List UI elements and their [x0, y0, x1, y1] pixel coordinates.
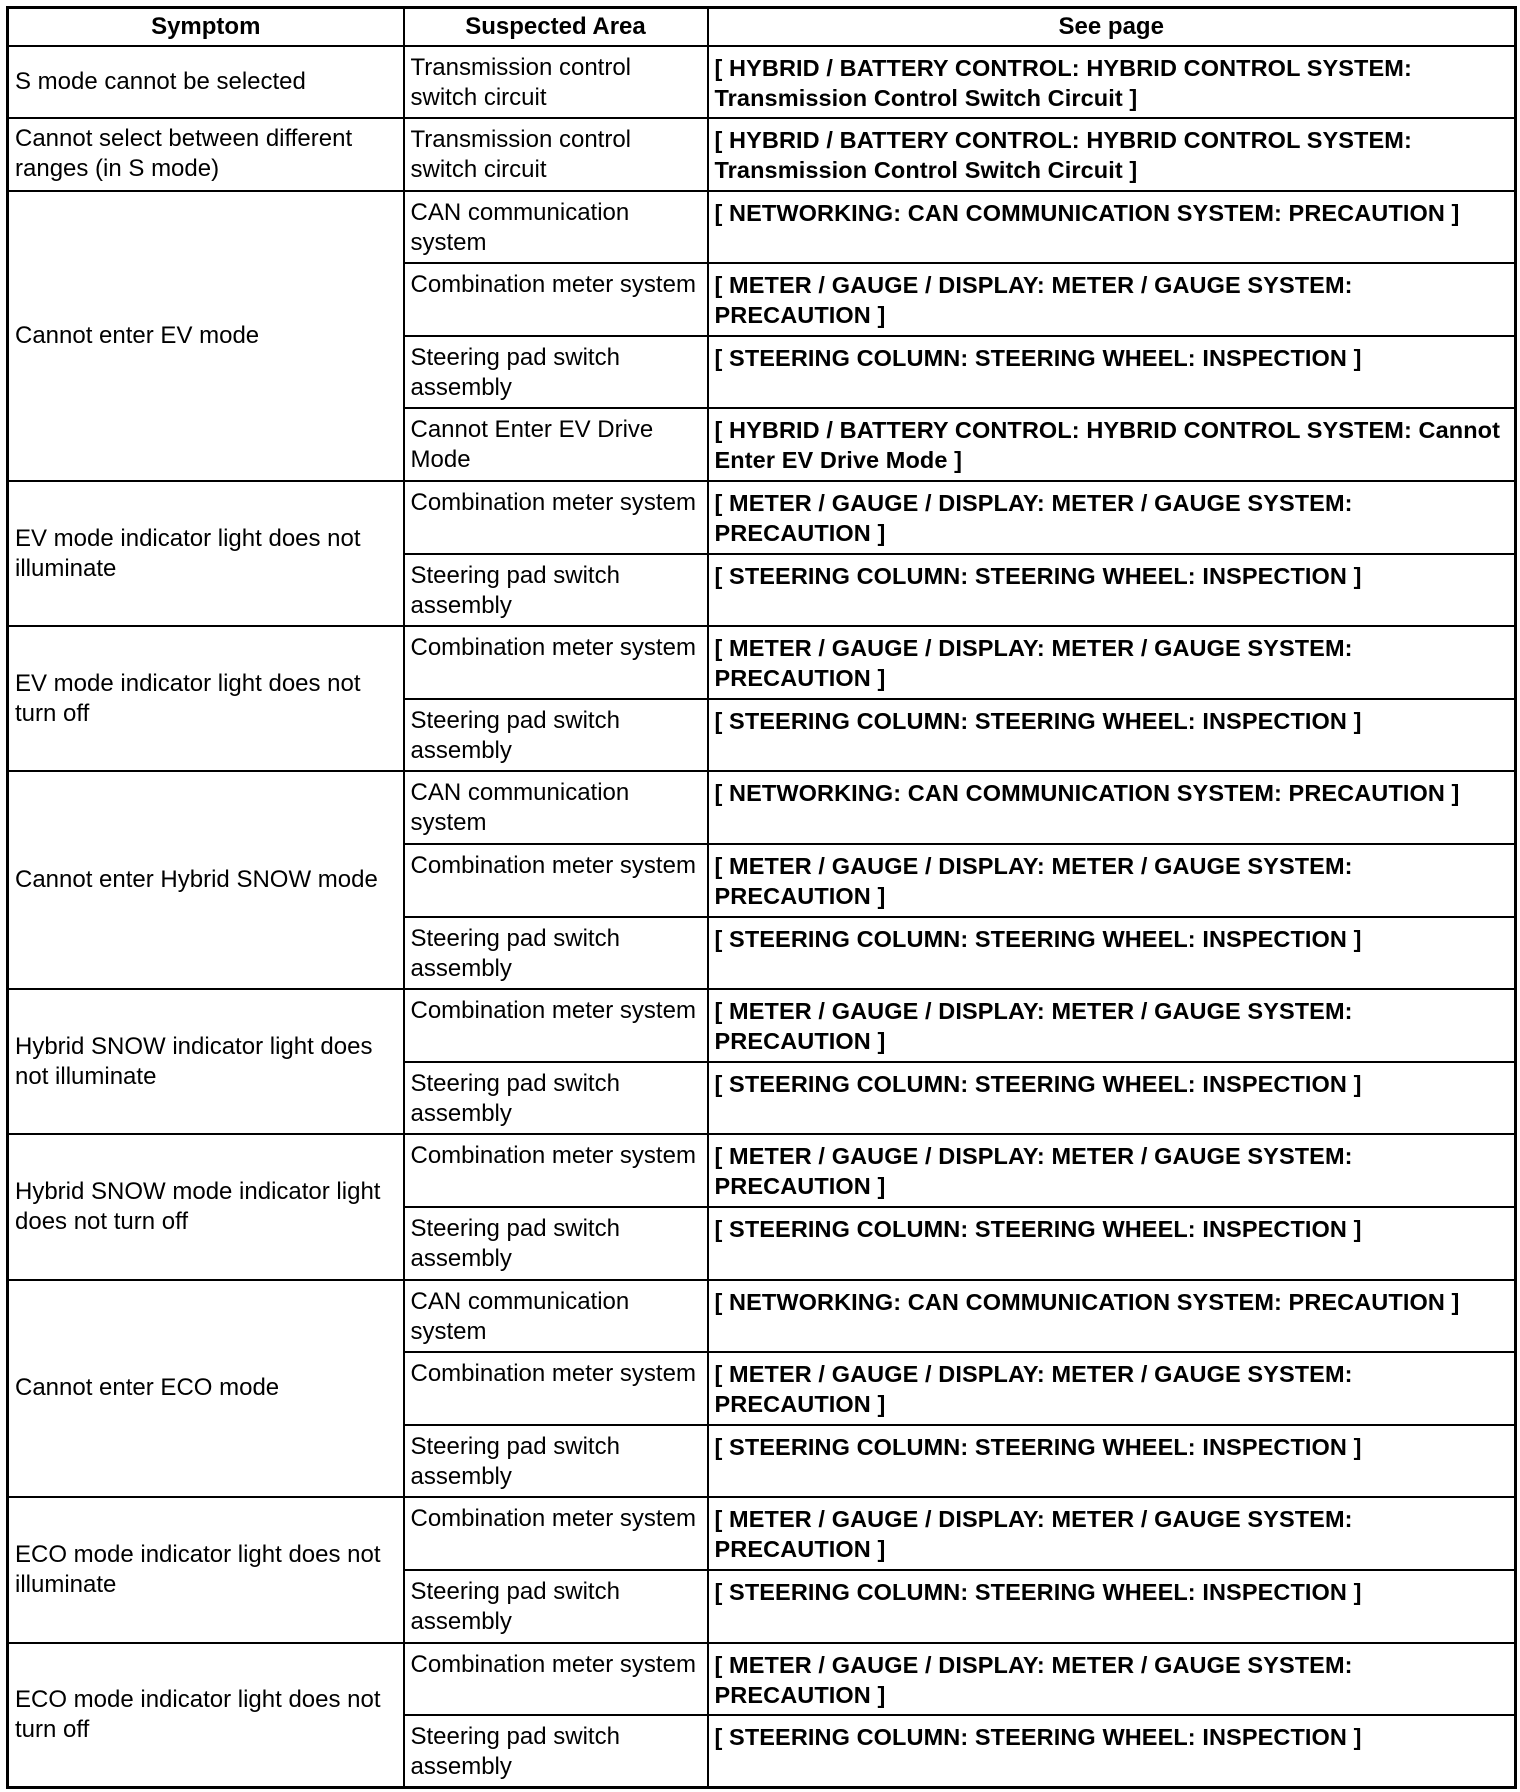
suspected-area-cell: Steering pad switch assembly — [404, 336, 708, 409]
table-row — [8, 191, 1516, 264]
symptom-cell: S mode cannot be selected — [8, 46, 404, 119]
see-page-reference[interactable]: [ METER / GAUGE / DISPLAY: METER / GAUGE SYSTEM: PRECAUTION ] — [708, 1134, 1516, 1207]
see-page-reference[interactable]: [ METER / GAUGE / DISPLAY: METER / GAUGE SYSTEM: PRECAUTION ] — [708, 263, 1516, 336]
suspected-area-cell: Combination meter system — [404, 1643, 708, 1716]
table-row — [8, 1643, 1516, 1716]
see-page-reference[interactable]: [ METER / GAUGE / DISPLAY: METER / GAUGE SYSTEM: PRECAUTION ] — [708, 1497, 1516, 1570]
symptom-cell: ECO mode indicator light does not illuminate — [8, 1497, 404, 1642]
suspected-area-cell: Combination meter system — [404, 989, 708, 1062]
see-page-reference[interactable]: [ STEERING COLUMN: STEERING WHEEL: INSPECTION ] — [708, 1570, 1516, 1643]
symptom-cell: Cannot enter ECO mode — [8, 1280, 404, 1498]
suspected-area-cell: Steering pad switch assembly — [404, 699, 708, 772]
see-page-reference[interactable]: [ METER / GAUGE / DISPLAY: METER / GAUGE SYSTEM: PRECAUTION ] — [708, 626, 1516, 699]
symptom-cell: Hybrid SNOW mode indicator light does not turn off — [8, 1134, 404, 1279]
table-row — [8, 118, 1516, 191]
see-page-reference[interactable]: [ METER / GAUGE / DISPLAY: METER / GAUGE SYSTEM: PRECAUTION ] — [708, 1352, 1516, 1425]
suspected-area-cell: CAN communication system — [404, 771, 708, 844]
suspected-area-cell: Steering pad switch assembly — [404, 1425, 708, 1498]
suspected-area-cell: Steering pad switch assembly — [404, 1207, 708, 1280]
table-row — [8, 626, 1516, 699]
symptom-cell: Hybrid SNOW indicator light does not illuminate — [8, 989, 404, 1134]
see-page-reference[interactable]: [ STEERING COLUMN: STEERING WHEEL: INSPECTION ] — [708, 1425, 1516, 1498]
table-row — [8, 46, 1516, 119]
see-page-reference[interactable]: [ STEERING COLUMN: STEERING WHEEL: INSPECTION ] — [708, 1062, 1516, 1135]
table-row — [8, 1280, 1516, 1353]
see-page-reference[interactable]: [ STEERING COLUMN: STEERING WHEEL: INSPECTION ] — [708, 1715, 1516, 1788]
header-suspected-area: Suspected Area — [404, 8, 708, 46]
symptom-table — [6, 6, 1517, 1789]
see-page-reference[interactable]: [ STEERING COLUMN: STEERING WHEEL: INSPECTION ] — [708, 336, 1516, 409]
suspected-area-cell: Transmission control switch circuit — [404, 46, 708, 119]
see-page-reference[interactable]: [ METER / GAUGE / DISPLAY: METER / GAUGE SYSTEM: PRECAUTION ] — [708, 1643, 1516, 1716]
see-page-reference[interactable]: [ METER / GAUGE / DISPLAY: METER / GAUGE SYSTEM: PRECAUTION ] — [708, 481, 1516, 554]
symptom-cell: EV mode indicator light does not turn off — [8, 626, 404, 771]
suspected-area-cell: Combination meter system — [404, 844, 708, 917]
table-row — [8, 481, 1516, 554]
see-page-reference[interactable]: [ STEERING COLUMN: STEERING WHEEL: INSPECTION ] — [708, 554, 1516, 627]
symptom-cell: Cannot enter EV mode — [8, 191, 404, 481]
suspected-area-cell: Steering pad switch assembly — [404, 917, 708, 990]
suspected-area-cell: Steering pad switch assembly — [404, 1715, 708, 1788]
see-page-reference[interactable]: [ NETWORKING: CAN COMMUNICATION SYSTEM: PRECAUTION ] — [708, 771, 1516, 844]
table-row — [8, 1134, 1516, 1207]
symptom-cell: Cannot select between different ranges (in S mode) — [8, 118, 404, 191]
suspected-area-cell: Steering pad switch assembly — [404, 1570, 708, 1643]
suspected-area-cell: Steering pad switch assembly — [404, 554, 708, 627]
suspected-area-cell: Combination meter system — [404, 1352, 708, 1425]
see-page-reference[interactable]: [ METER / GAUGE / DISPLAY: METER / GAUGE SYSTEM: PRECAUTION ] — [708, 989, 1516, 1062]
see-page-reference[interactable]: [ STEERING COLUMN: STEERING WHEEL: INSPECTION ] — [708, 917, 1516, 990]
suspected-area-cell: Combination meter system — [404, 263, 708, 336]
see-page-reference[interactable]: [ STEERING COLUMN: STEERING WHEEL: INSPECTION ] — [708, 699, 1516, 772]
suspected-area-cell: Cannot Enter EV Drive Mode — [404, 408, 708, 481]
see-page-reference[interactable]: [ STEERING COLUMN: STEERING WHEEL: INSPECTION ] — [708, 1207, 1516, 1280]
see-page-reference[interactable]: [ NETWORKING: CAN COMMUNICATION SYSTEM: PRECAUTION ] — [708, 1280, 1516, 1353]
see-page-reference[interactable]: [ HYBRID / BATTERY CONTROL: HYBRID CONTROL SYSTEM: Transmission Control Switch Circuit ] — [708, 118, 1516, 191]
see-page-reference[interactable]: [ NETWORKING: CAN COMMUNICATION SYSTEM: PRECAUTION ] — [708, 191, 1516, 264]
see-page-reference[interactable]: [ HYBRID / BATTERY CONTROL: HYBRID CONTROL SYSTEM: Transmission Control Switch Circuit ] — [708, 46, 1516, 119]
see-page-reference[interactable]: [ METER / GAUGE / DISPLAY: METER / GAUGE SYSTEM: PRECAUTION ] — [708, 844, 1516, 917]
suspected-area-cell: CAN communication system — [404, 191, 708, 264]
suspected-area-cell: CAN communication system — [404, 1280, 708, 1353]
symptom-cell: EV mode indicator light does not illuminate — [8, 481, 404, 626]
table-row — [8, 989, 1516, 1062]
symptom-cell: ECO mode indicator light does not turn off — [8, 1643, 404, 1788]
table-row — [8, 1497, 1516, 1570]
suspected-area-cell: Combination meter system — [404, 1497, 708, 1570]
table-body — [8, 46, 1516, 1788]
suspected-area-cell: Combination meter system — [404, 626, 708, 699]
suspected-area-cell: Combination meter system — [404, 1134, 708, 1207]
suspected-area-cell: Steering pad switch assembly — [404, 1062, 708, 1135]
suspected-area-cell: Transmission control switch circuit — [404, 118, 708, 191]
header-row — [8, 8, 1516, 46]
header-see-page: See page — [708, 8, 1516, 46]
suspected-area-cell: Combination meter system — [404, 481, 708, 554]
table-row — [8, 771, 1516, 844]
symptom-cell: Cannot enter Hybrid SNOW mode — [8, 771, 404, 989]
header-symptom: Symptom — [8, 8, 404, 46]
see-page-reference[interactable]: [ HYBRID / BATTERY CONTROL: HYBRID CONTROL SYSTEM: Cannot Enter EV Drive Mode ] — [708, 408, 1516, 481]
